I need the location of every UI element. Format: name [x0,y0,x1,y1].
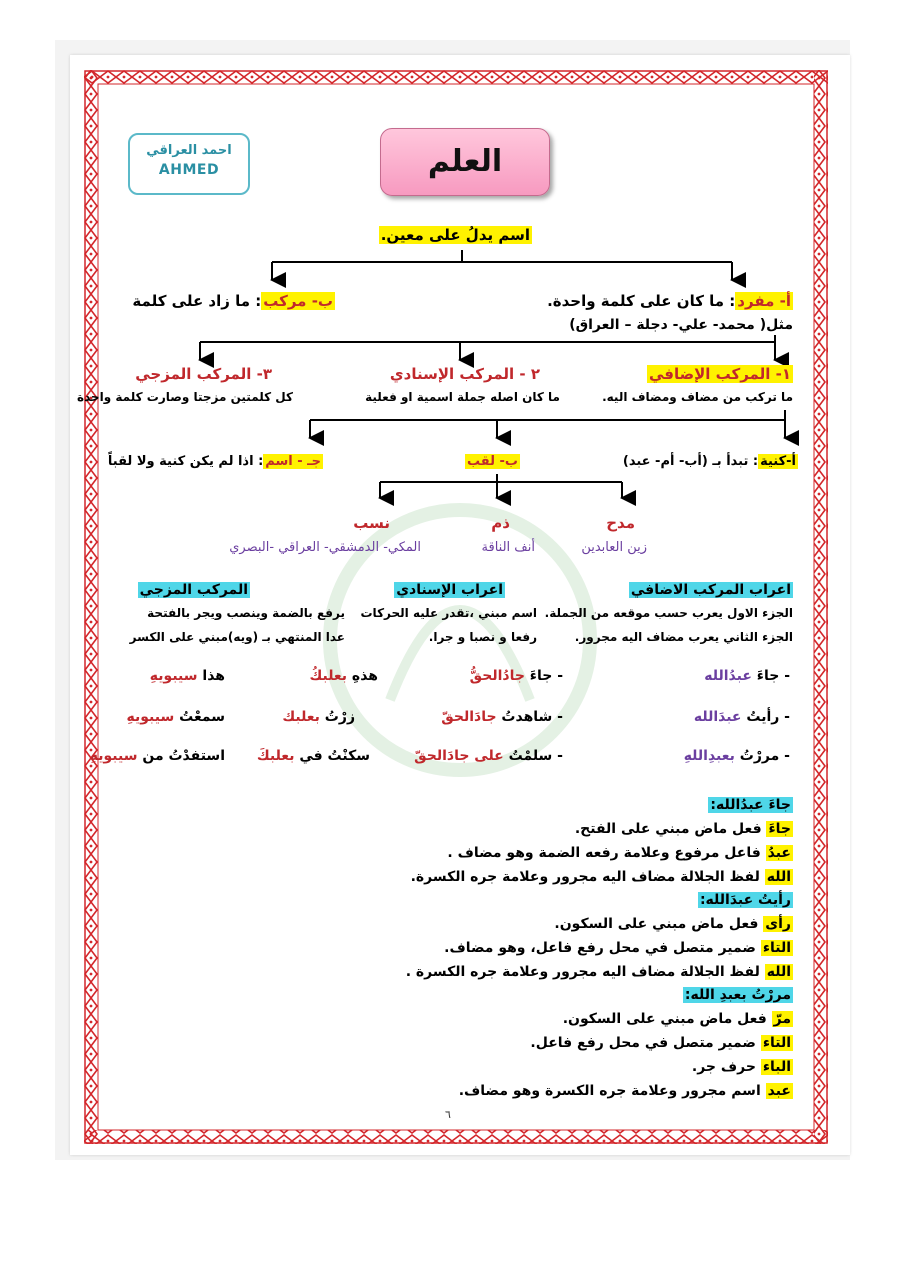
nasab-example: المكي- الدمشقي- العراقي -البصري [229,540,421,555]
parse-1-line-2: عبدُ فاعل مرفوع وعلامة رفعه الضمة وهو مضاف . [447,845,791,861]
type-mazji-label: ٣- المركب المزجي [135,365,272,383]
type-mazji-desc: كل كلمتين مزجتا وصارت كلمة واحدة [76,390,293,404]
example-r3-c2: - سلمْتُ على جادَالحقّ [414,748,563,764]
laqab-item: ب- لقب [467,454,518,469]
irab-idafi-header: اعراب المركب الاضافي [630,582,791,598]
dhamm-label: ذم [491,514,510,532]
example-r1-c3: هذهِ بعلبكُ [309,668,378,684]
example-r3-c1: - مررْتُ بعبدِاللهِ [683,748,790,764]
parse-2-line-3: الله لفظ الجلالة مضاف اليه مجرور وعلامة جره الكسرة . [405,964,791,980]
irab-idafi-line-1: الجزء الاول يعرب حسب موقعه من الجملة. [544,606,793,620]
example-r2-c4: سمعْتُ سيبويهِ [126,709,225,725]
mufrad-example: مثل( محمد- علي- دجلة – العراق) [569,317,793,333]
example-r1-c4: هذا سيبويهِ [149,668,225,684]
madh-example: زين العابدين [581,540,647,555]
parse-2-line-2: التاء ضمير متصل في محل رفع فاعل، وهو مضاف. [444,940,791,956]
irab-idafi-line-2: الجزء الثاني يعرب مضاف اليه مجرور. [574,630,793,644]
ism-item: جـ - اسم: اذا لم يكن كنية ولا لقباً [107,454,321,469]
parse-1-heading: جاءَ عبدُالله: [710,797,791,813]
type-idafi-label: ١- المركب الإضافي [648,365,791,383]
irab-mazji-line-2: عدا المنتهي بـ (ويه)مبني على الكسر [129,630,345,644]
example-r3-c3: سكنْتُ في بعلبكَ [256,748,370,764]
mufrad-definition: أ- مفرد: ما كان على كلمة واحدة. [547,292,791,310]
nasab-label: نسب [353,514,390,532]
logo-arabic-name: احمد العراقي [146,143,232,158]
parse-3-line-3: الباء حرف جر. [691,1059,791,1075]
parse-3-heading: مررْتُ بعبدِ الله: [684,987,791,1003]
parse-3-line-4: عبد اسم مجرور وعلامة جره الكسرة وهو مضاف. [458,1083,791,1099]
kunya-item: أ-كنية: تبدأ بـ (أب- أم- عبد) [622,454,796,469]
madh-label: مدح [606,514,635,532]
page-number: ٦ [445,1108,451,1121]
parse-1-line-3: الله لفظ الجلالة مضاف اليه مجرور وعلامة جره الكسرة. [410,869,791,885]
parse-2-line-1: رأى فعل ماض مبني على السكون. [554,916,791,932]
type-isnadi-desc: ما كان اصله جملة اسمية او فعلية [365,390,560,404]
type-idafi-desc: ما تركب من مضاف ومضاف اليه. [602,390,793,404]
example-r2-c2: - شاهدتُ جادَالحقّ [441,709,563,725]
parse-3-line-1: مرّ فعل ماض مبني على السكون. [562,1011,791,1027]
example-r1-c2: - جاءَ جادُالحقُّ [469,668,563,684]
parse-1-line-1: جاءَ فعل ماض مبني على الفتح. [574,821,791,837]
irab-mazji-header: المركب المزجي [139,582,248,598]
example-r3-c4: استفدْتُ من سيبويهِ [89,748,225,764]
irab-isnadi-line-1: اسم مبني ،تقدر عليه الحركات [360,606,537,620]
definition: اسم يدلُ على معين. [380,226,530,244]
parse-3-line-2: التاء ضمير متصل في محل رفع فاعل. [530,1035,791,1051]
irab-mazji-line-1: يرفع بالضمة وينصب ويجر بالفتحة [147,606,345,620]
tree-connectors [0,0,905,520]
page-title: العلم [427,144,503,179]
example-r1-c1: - جاءَ عبدُالله [704,668,790,684]
example-r2-c3: زرْتُ بعلبك [282,709,355,725]
logo-latin-name: AHMED [158,162,220,178]
irab-isnadi-line-2: رفعا و نصبا و جرا. [428,630,537,644]
dhamm-example: أنف الناقة [481,540,535,555]
type-isnadi-label: ٢ - المركب الإسنادي [389,365,540,383]
parse-2-heading: رأيتُ عبدَالله: [699,892,791,908]
murakkab-definition: ب- مركب: ما زاد على كلمة [132,292,333,310]
example-r2-c1: - رأيتُ عبدَالله [693,709,790,725]
irab-isnadi-header: اعراب الإسنادي [396,582,503,598]
